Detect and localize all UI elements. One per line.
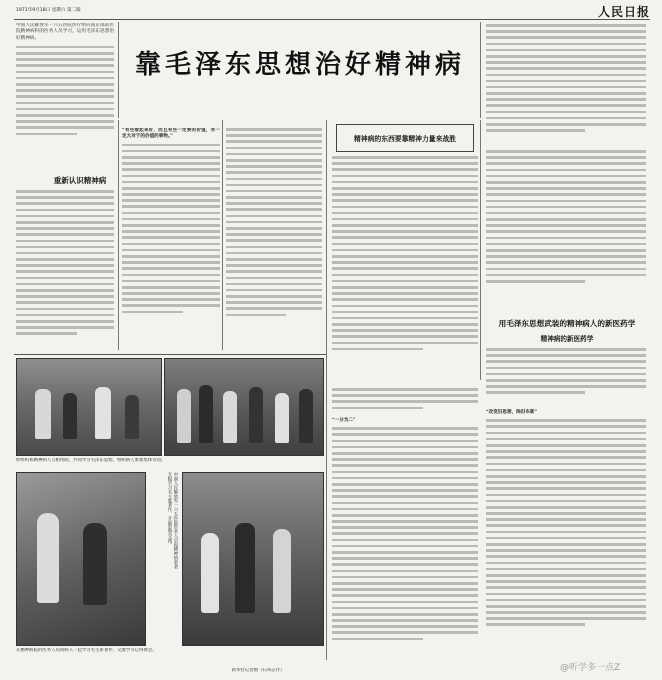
quote-1: “有些看起来好，而且有些一定要的价值，有一定大对于的价值的事物。” bbox=[122, 128, 220, 140]
photo-group-study bbox=[164, 358, 324, 456]
column-divider-3 bbox=[326, 120, 327, 660]
dateline: 1971年9月18日 星期六 第二版 bbox=[16, 8, 81, 13]
photo-caption-1: 经组织和精神病人互相帮助，共同学习毛泽东思想，组织病人参加集体劳动。 bbox=[16, 458, 166, 463]
photo-caption-3: 在精神病院的医务人员同病人一起学习毛主席著作，交流学习心得体会。 bbox=[16, 648, 157, 653]
section-heading-2: 精神病的东西要靠精神力量来战胜 bbox=[354, 135, 456, 143]
top-rule bbox=[14, 19, 650, 20]
column-4-lower-lines-a bbox=[332, 388, 478, 418]
column-3-text bbox=[226, 128, 322, 348]
photo-figure bbox=[63, 393, 77, 439]
quote-3: “改变旧思想，除旧布新” bbox=[486, 410, 538, 415]
photo-figure bbox=[35, 389, 51, 439]
column-5-lower-lines-b bbox=[486, 419, 646, 649]
photo-figure bbox=[37, 513, 59, 603]
lead-body-lines bbox=[16, 46, 114, 156]
photo-figure bbox=[275, 393, 289, 443]
photo-top-rule bbox=[14, 354, 326, 355]
column-1-text bbox=[16, 190, 114, 350]
column-divider-2 bbox=[222, 120, 223, 350]
page-headline: 靠毛泽东思想治好精神病 bbox=[134, 50, 465, 80]
column-4-text bbox=[332, 156, 478, 386]
right-top-divider bbox=[480, 22, 481, 118]
photo-figure bbox=[201, 533, 219, 613]
column-5-text bbox=[486, 150, 646, 305]
photo-figure bbox=[199, 385, 213, 443]
photo-figure bbox=[273, 529, 291, 613]
photo-patient-consult bbox=[16, 472, 146, 646]
right-top-text bbox=[486, 24, 646, 144]
lead-column bbox=[16, 23, 114, 183]
photo-caption-2: 中国人民解放军一六五医院医务人员和精神病患者互相学习毛主席著作，开展思想交流。 bbox=[167, 472, 178, 569]
column-5-lower-lines-a bbox=[486, 348, 646, 410]
section-box-2 bbox=[336, 124, 474, 152]
masthead: 人民日报 bbox=[598, 5, 651, 19]
section-heading-3: 用毛泽东思想武装的精神病人的新医药学 bbox=[498, 319, 636, 328]
photo-hospital-study bbox=[182, 472, 324, 646]
photo-figure bbox=[223, 391, 237, 443]
photo-ward-meeting bbox=[16, 358, 162, 456]
photo-figure bbox=[299, 389, 313, 443]
column-4-lower bbox=[332, 388, 478, 660]
column-divider-4 bbox=[480, 120, 481, 380]
photo-figure bbox=[95, 387, 111, 439]
photo-figure bbox=[249, 387, 263, 443]
watermark: @听学多一点Z bbox=[560, 663, 621, 673]
photo-figure bbox=[125, 395, 139, 439]
section-heading-1: 重新认识精神病 bbox=[53, 176, 107, 185]
column-2-lines bbox=[122, 144, 220, 344]
column-5-lower bbox=[486, 348, 646, 660]
photo-credit: 新华社记者摄（石凤志作） bbox=[231, 668, 285, 673]
column-2 bbox=[122, 128, 220, 348]
quote-2: “一分为二” bbox=[332, 418, 356, 423]
lead-text: 中国人民解放军一六五医院医疗组向南京部队医院精神病科的医务人员学习，运用毛泽东思想治好精神病。 bbox=[16, 23, 114, 41]
photo-figure bbox=[235, 523, 255, 613]
photo-figure bbox=[177, 389, 191, 443]
lead-divider bbox=[118, 22, 119, 118]
column-4-lower-lines-b bbox=[332, 427, 478, 657]
section-subheading-3: 精神病的新医药学 bbox=[540, 335, 594, 343]
photo-figure bbox=[83, 523, 107, 605]
column-divider-1 bbox=[118, 120, 119, 350]
